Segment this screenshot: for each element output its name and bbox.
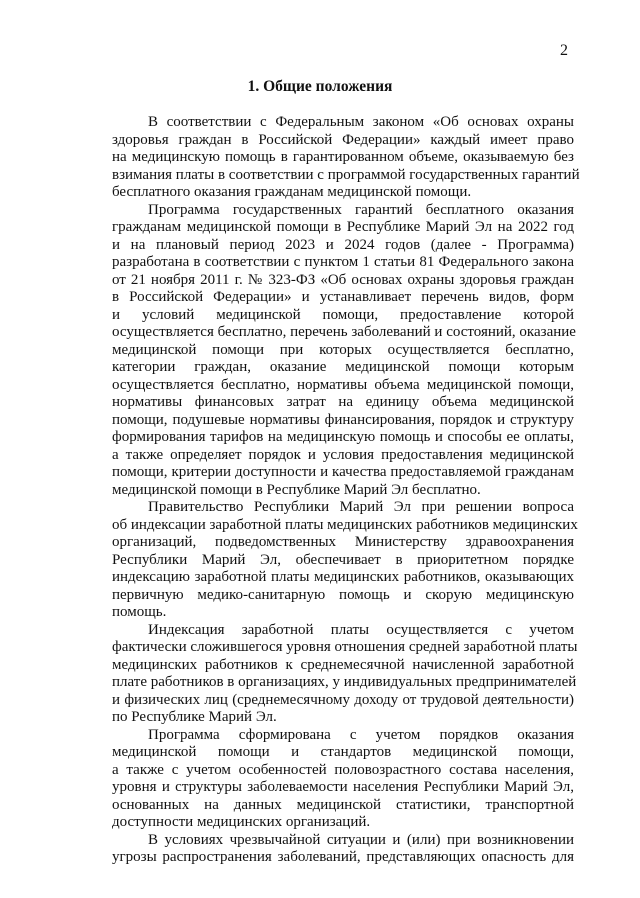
text-line: об индексации заработной платы медицинских работников медицинских (112, 516, 578, 533)
document-body (112, 114, 580, 867)
text-line: формирования тарифов на медицинскую помощь и способы ее оплаты, (112, 429, 574, 445)
text-line: Программа государственных гарантий бесплатного оказания (148, 201, 574, 218)
paragraph (112, 499, 578, 622)
text-line: разработана в соответствии с пунктом 1 статьи 81 Федерального закона (112, 254, 574, 270)
text-line: помощи, критерии доступности и качества предоставляемой гражданам (112, 464, 574, 480)
text-line: бесплатного оказания гражданам медицинской помощи. (112, 184, 472, 200)
text-line: помощи, подушевые нормативы финансирования, порядок и структуру (112, 411, 574, 428)
text-line: угрозы распространения заболеваний, представляющих опасность для (112, 849, 574, 865)
text-line: а также определяет порядок и условия предоставления медицинской (112, 446, 574, 463)
text-line: первичную медико-санитарную помощь и скорую медицинскую (112, 586, 574, 603)
text-line: медицинской помощи в Республике Марий Эл бесплатно. (112, 481, 481, 498)
text-line: Республики Марий Эл, обеспечивает в приоритетном порядке (112, 551, 574, 568)
page-number: 2 (560, 42, 568, 59)
text-line: нормативы финансовых затрат на единицу объема медицинской (112, 394, 574, 410)
paragraph (112, 727, 574, 832)
text-line: плате работников в организациях, у индивидуальных предпринимателей (112, 674, 577, 690)
text-line: гражданам медицинской помощи в Республике Марий Эл на 2022 год (112, 219, 574, 235)
text-line: здоровья граждан в Российской Федерации» каждый имеет право (112, 131, 574, 148)
text-line: организаций, подведомственных Министерству здравоохранения (112, 534, 574, 550)
text-line: Программа сформирована с учетом порядков оказания (148, 726, 574, 743)
paragraph (112, 202, 574, 500)
text-line: доступности медицинских организаций. (112, 814, 371, 830)
text-line: в Российской Федерации» и устанавливает перечень видов, форм (112, 289, 574, 305)
text-line: осуществляется бесплатно, перечень заболеваний и состояний, оказание (112, 324, 576, 340)
paragraph (112, 114, 580, 202)
text-line: на медицинскую помощь в гарантированном объеме, оказываемую без (112, 149, 574, 165)
text-line: индексацию заработной платы медицинских работников, оказывающих (112, 569, 574, 585)
text-line: а также с учетом особенностей половозрастного состава населения, (112, 761, 574, 778)
text-line: уровня и структуры заболеваемости населения Республики Марий Эл, (112, 779, 574, 795)
text-line: и на плановый период 2023 и 2024 годов (далее - Программа) (112, 236, 574, 253)
text-line: основанных на данных медицинской статистики, транспортной (112, 796, 574, 813)
text-line: фактически сложившегося уровня отношения средней заработной платы (112, 639, 578, 655)
paragraph (112, 621, 578, 727)
paragraph (112, 832, 574, 867)
section-heading: 1. Общие положения (247, 78, 393, 95)
text-line: Индексация заработной платы осуществляется с учетом (148, 621, 574, 638)
text-line: взимания платы в соответствии с программой государственных гарантий (112, 166, 580, 183)
text-line: от 21 ноября 2011 г. № 323-ФЗ «Об основах охраны здоровья граждан (112, 271, 574, 288)
text-line: и условий медицинской помощи, предоставление которой (112, 306, 574, 323)
text-line: В соответствии с Федеральным законом «Об основах охраны (148, 114, 574, 130)
text-line: категории граждан, оказание медицинской помощи которым (112, 359, 574, 375)
text-line: по Республике Марий Эл. (112, 709, 277, 725)
text-line: осуществляется бесплатно, нормативы объема медицинской помощи, (112, 376, 574, 393)
text-line: медицинских работников к среднемесячной начисленной заработной (112, 656, 574, 673)
text-line: медицинской помощи при которых осуществляется бесплатно, (112, 341, 574, 358)
text-line: помощь. (112, 604, 167, 620)
text-line: Правительство Республики Марий Эл при решении вопроса (148, 499, 574, 515)
text-line: медицинской помощи и стандартов медицинской помощи, (112, 744, 574, 760)
text-line: В условиях чрезвычайной ситуации и (или) при возникновении (148, 831, 574, 848)
text-line: и физических лиц (среднемесячному доходу от трудовой деятельности) (112, 691, 574, 708)
